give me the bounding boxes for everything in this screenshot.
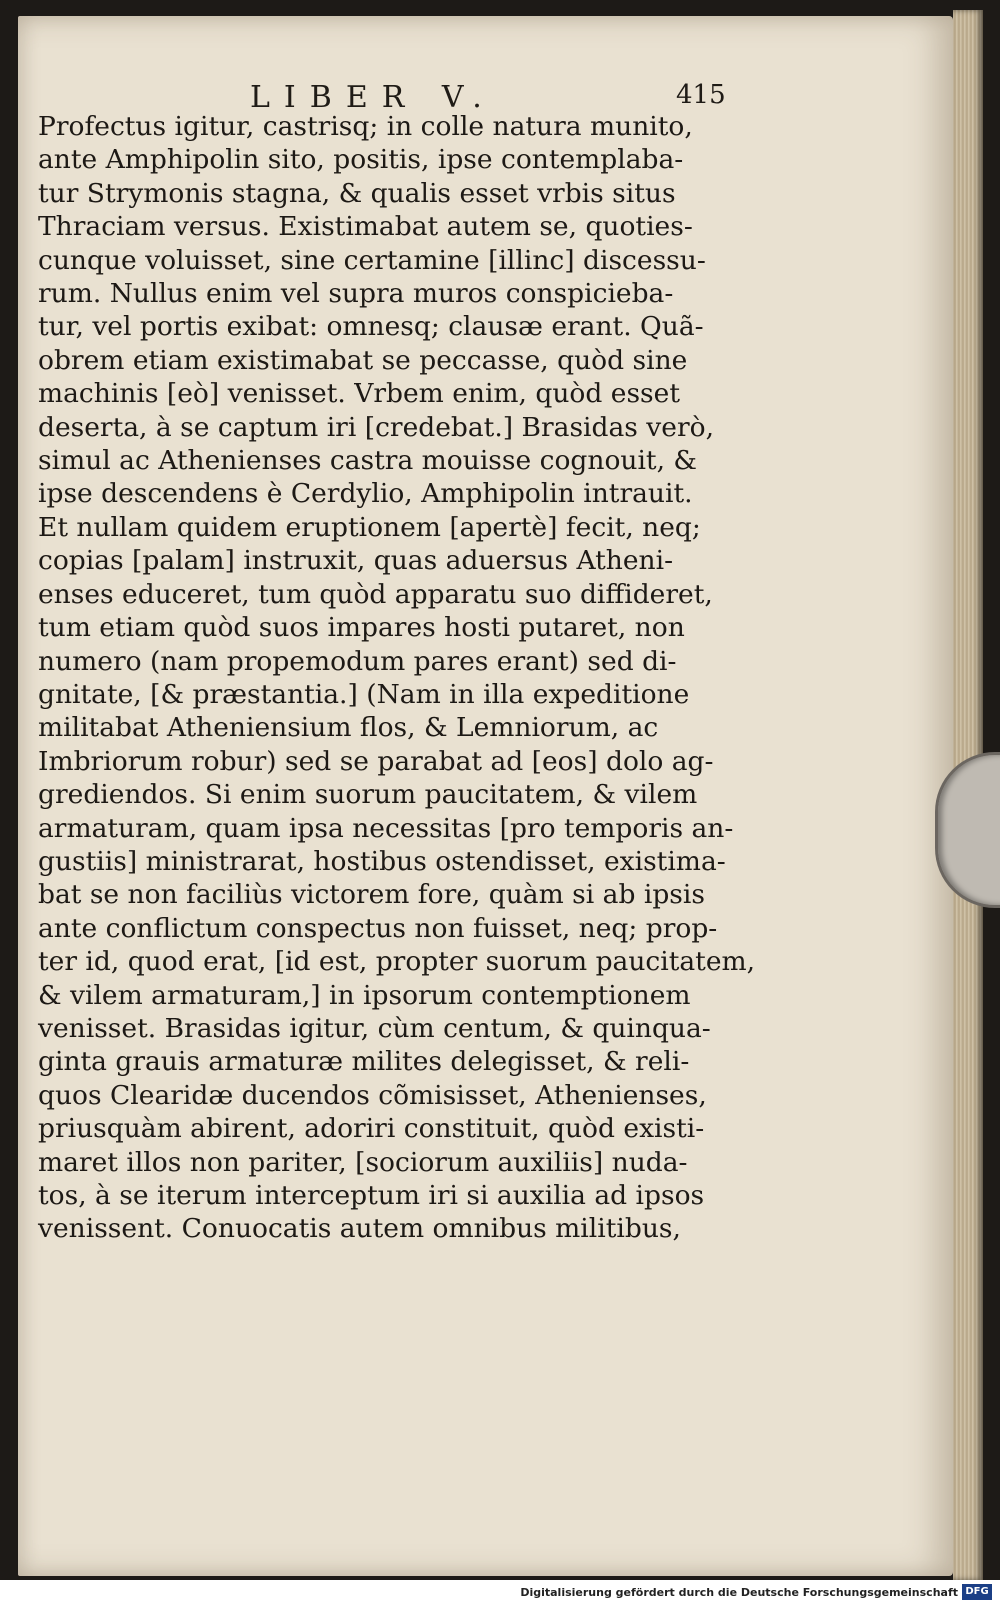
- text-line: maret illos non pariter, [sociorum auxiliis] nuda-: [38, 1146, 688, 1178]
- text-line: grediendos. Si enim suorum paucitatem, & vilem: [38, 779, 698, 811]
- text-line: quos Clearidæ ducendos cõmisisset, Athenienses,: [38, 1079, 707, 1111]
- text-line: simul ac Athenienses castra mouisse cognouit, &: [38, 445, 698, 477]
- text-line: venissent. Conuocatis autem omnibus militibus,: [38, 1213, 681, 1245]
- page-number: 415: [676, 80, 726, 110]
- text-line: ante Amphipolin sito, positis, ipse contemplaba-: [38, 144, 684, 176]
- text-line: Imbriorum robur) sed se parabat ad [eos] dolo ag-: [38, 745, 714, 777]
- text-line: gustiis] ministrarat, hostibus ostendisset, existima-: [38, 845, 726, 877]
- text-line: numero (nam propemodum pares erant) sed di-: [38, 645, 677, 677]
- text-line: deserta, à se captum iri [credebat.] Brasidas verò,: [38, 411, 715, 443]
- text-line: enses educeret, tum quòd apparatu suo diffideret,: [38, 578, 713, 610]
- text-line: tos, à se iterum interceptum iri si auxilia ad ipsos: [38, 1180, 705, 1211]
- text-line: ginta grauis armaturæ milites delegisset, & reli-: [38, 1046, 690, 1078]
- text-line: armaturam, quam ipsa necessitas [pro temporis an-: [38, 812, 734, 844]
- text-line: Et nullam quidem eruptionem [apertè] fecit, neq;: [38, 511, 701, 543]
- dfg-logo: DFG: [962, 1584, 992, 1600]
- text-line: Profectus igitur, castrisq; in colle natura munito,: [38, 111, 693, 142]
- text-line: tur, vel portis exibat: omnesq; clausæ erant. Quã-: [38, 311, 704, 343]
- text-line: ter id, quod erat, [id est, propter suorum paucitatem,: [38, 946, 756, 978]
- text-line: obrem etiam existimabat se peccasse, quòd sine: [38, 344, 688, 376]
- text-line: tum etiam quòd suos impares hosti putaret, non: [38, 612, 685, 644]
- text-line: bat se non faciliùs victorem fore, quàm si ab ipsis: [38, 879, 705, 911]
- funding-credit: Digitalisierung gefördert durch die Deutsche Forschungsgemeinschaft: [520, 1586, 958, 1599]
- text-line: cunque voluisset, sine certamine [illinc] discessu-: [38, 244, 706, 276]
- text-line: militabat Atheniensium flos, & Lemniorum, ac: [38, 712, 659, 744]
- text-line: machinis [eò] venisset. Vrbem enim, quòd esset: [38, 378, 680, 410]
- text-line: & vilem armaturam,] in ipsorum contemptionem: [38, 979, 691, 1011]
- running-header: LIBER V.: [250, 80, 496, 115]
- text-line: venisset. Brasidas igitur, cùm centum, & quinqua-: [38, 1012, 711, 1044]
- text-line: priusquàm abirent, adoriri constituit, quòd existi-: [38, 1113, 705, 1145]
- body-text: [38, 110, 756, 1246]
- text-line: tur Strymonis stagna, & qualis esset vrbis situs: [38, 177, 676, 209]
- text-line: rum. Nullus enim vel supra muros conspicieba-: [38, 278, 674, 310]
- text-line: gnitate, [& præstantia.] (Nam in illa expeditione: [38, 678, 690, 710]
- text-line: ante conflictum conspectus non fuisset, neq; prop-: [38, 912, 718, 944]
- text-line: copias [palam] instruxit, quas aduersus Atheni-: [38, 545, 674, 577]
- text-line: ipse descendens è Cerdylio, Amphipolin intrauit.: [38, 478, 693, 510]
- text-line: Thraciam versus. Existimabat autem se, quoties-: [38, 211, 693, 243]
